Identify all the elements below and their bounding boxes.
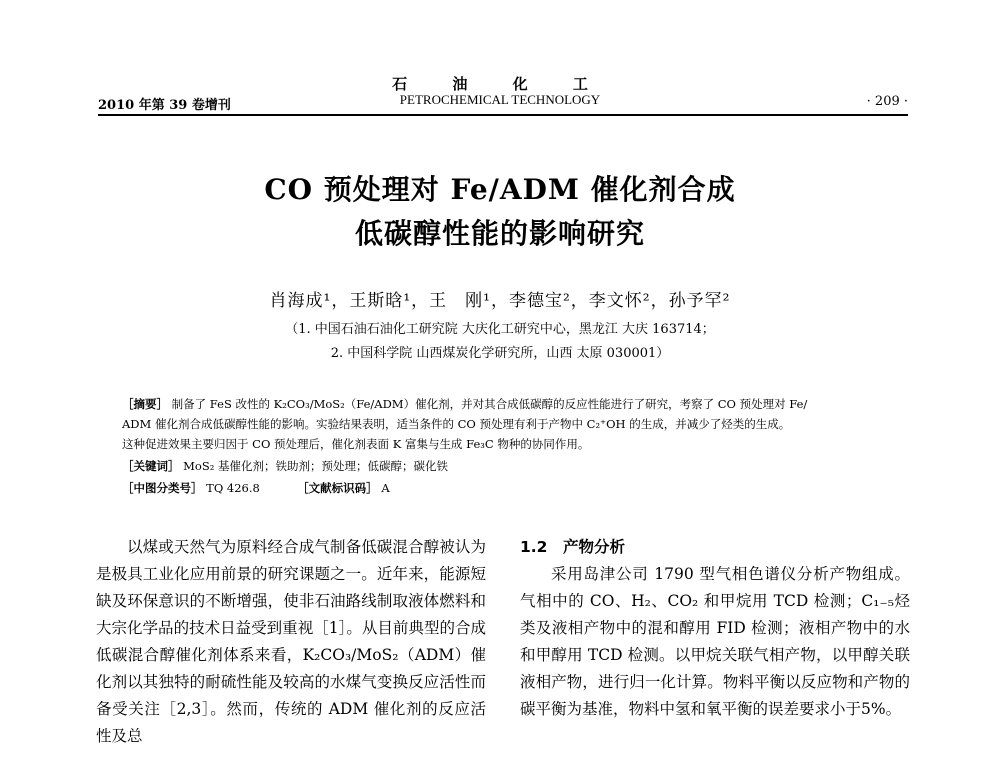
authors: 肖海成¹，王斯晗¹，王 刚¹，李德宝²，李文怀²，孙予罕²	[269, 291, 731, 311]
abstract-line-1	[122, 394, 882, 414]
page-number: · 209 ·	[866, 94, 908, 109]
title-line-2: 低碳醇性能的影响研究	[354, 217, 645, 250]
body-right-paragraph: 采用岛津公司 1790 型气相色谱仪分析产物组成。气相中的 CO、H₂、CO₂ 和甲烷用 TCD 检测；C₁₋₅烃类及液相产物中的混和醇用 FID 检测；液相产物中的水和甲醇用 TCD 检测。以甲烷关联气相产物，以甲醇关联液相产物，进行归一化计算。物料平衡以反应物和产物的碳平衡为基准，物料中氢和氧平衡的误差要求小于5%。	[520, 565, 910, 718]
classification-line	[122, 478, 882, 498]
journal-name-en: PETROCHEMICAL TECHNOLOGY	[399, 92, 601, 107]
abstract-label: ［摘要］	[122, 397, 168, 411]
cls-label: ［中图分类号］	[122, 481, 203, 495]
keywords: MoS₂ 基催化剂；铁助剂；预处理；低碳醇；碳化铁	[183, 459, 448, 473]
cls-value: TQ 426.8	[206, 481, 260, 495]
journal-name-cn: 石 油 化 工	[392, 75, 608, 93]
doc-value: A	[381, 481, 390, 495]
abstract-line-3: 这种促进效果主要归因于 CO 预处理后，催化剂表面 K 富集与生成 Fe₃C 物种的协同作用。	[122, 437, 590, 451]
affiliation-1: （1. 中国石油石油化工研究院 大庆化工研究中心，黑龙江 大庆 163714；	[285, 322, 715, 337]
section-heading: 1.2 产物分析	[520, 538, 625, 556]
issue-label: 2010 年第 39 卷增刊	[98, 98, 231, 113]
abstract-text-1: 制备了 FeS 改性的 K₂CO₃/MoS₂（Fe/ADM）催化剂，并对其合成低碳醇的反应性能进行了研究，考察了 CO 预处理对 Fe/	[171, 397, 808, 411]
doc-label: ［文献标识码］	[297, 481, 378, 495]
abstract-line-2: ADM 催化剂合成低碳醇性能的影响。实验结果表明，适当条件的 CO 预处理有利于产物中 C₂⁺OH 的生成，并减少了烃类的生成。	[122, 417, 791, 431]
header-rule	[98, 114, 908, 116]
body-right-column	[520, 534, 910, 723]
title-line-1: CO 预处理对 Fe/ADM 催化剂合成	[264, 173, 736, 206]
keywords-label: ［关键词］	[122, 459, 180, 473]
keywords-line	[122, 456, 882, 476]
body-left-paragraph: 以煤或天然气为原料经合成气制备低碳混合醇被认为是极具工业化应用前景的研究课题之一。近年来，能源短缺及环保意识的不断增强，使非石油路线制取液体燃料和大宗化学品的技术日益受到重视［1］。从目前典型的合成低碳混合醇催化剂体系来看，K₂CO₃/MoS₂（ADM）催化剂以其独特的耐硫性能及较高的水煤气变换反应活性而备受关注［2,3］。然而，传统的 ADM 催化剂的反应活性及总	[96, 538, 486, 745]
body-left-column	[96, 534, 486, 750]
affiliation-2: 2. 中国科学院 山西煤炭化学研究所，山西 太原 030001）	[330, 346, 670, 361]
